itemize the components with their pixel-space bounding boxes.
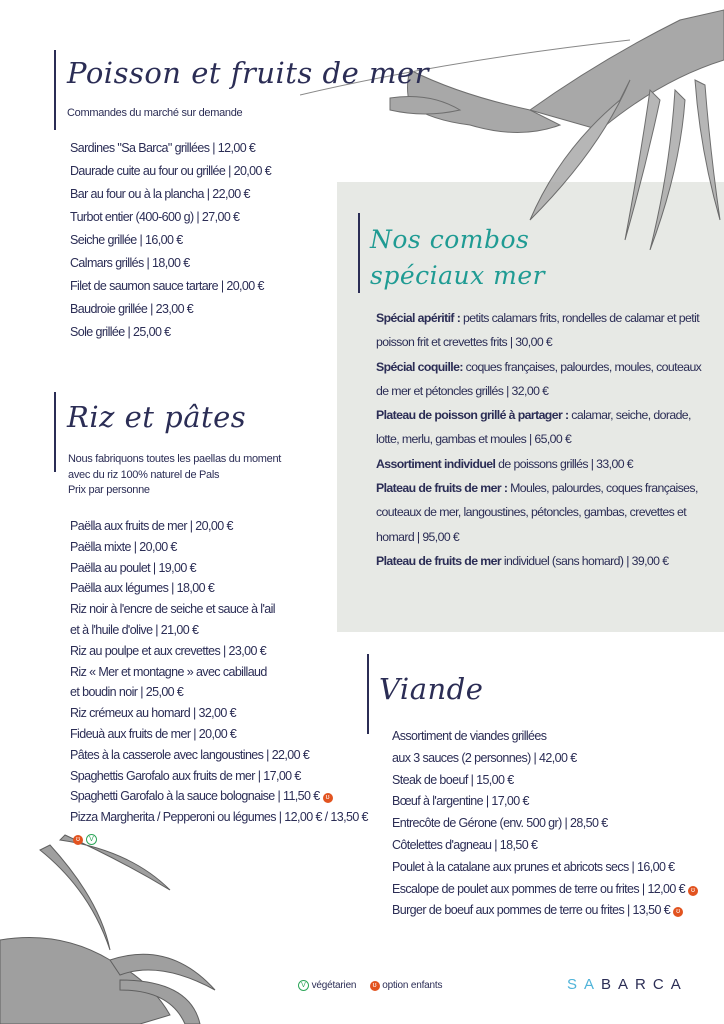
kids-option-icon: ʊ (73, 835, 83, 845)
rice-list (70, 516, 370, 849)
combo-name: Plateau de poisson grillé à partager : (376, 408, 569, 423)
menu-item: Riz « Mer et montagne » avec cabillaud (70, 664, 267, 679)
combo-desc: calamar, seiche, dorade, lotte, merlu, gambas et moules | 65,00 € (376, 408, 691, 447)
squid-illustration (0, 830, 230, 1024)
kids-option-icon: ʊ (688, 886, 698, 896)
lobster-illustration (300, 0, 724, 250)
menu-item: Riz crémeux au homard | 32,00 € (70, 706, 236, 721)
menu-item: Paëlla aux légumes | 18,00 € (70, 581, 215, 596)
menu-item: Spaghettis Garofalo aux fruits de mer | 17,00 € (70, 768, 301, 783)
rice-subtitle (68, 452, 281, 499)
menu-item: et boudin noir | 25,00 € (70, 685, 184, 700)
menu-item: Côtelettes d'agneau | 18,50 € (392, 837, 538, 852)
combos-list (376, 306, 716, 573)
combo-item (376, 549, 716, 573)
menu-item: Filet de saumon sauce tartare | 20,00 € (70, 279, 264, 293)
combo-name: Spécial coquille: (376, 359, 463, 374)
fish-title: Poisson et fruits de mer (67, 56, 429, 90)
menu-item: aux 3 sauces (2 personnes) | 42,00 € (392, 750, 577, 765)
combo-desc: coques françaises, palourdes, moules, couteaux de mer et pétoncles grillés | 32,00 € (376, 359, 702, 398)
menu-item: Entrecôte de Gérone (env. 500 gr) | 28,50 € (392, 816, 608, 831)
menu-item: Riz au poulpe et aux crevettes | 23,00 € (70, 643, 267, 658)
menu-item-text: Spaghetti Garofalo à la sauce bolognaise | 11,50 € (70, 789, 320, 804)
subtitle-line: Nous fabriquons toutes les paellas du moment (68, 453, 282, 465)
menu-item (70, 786, 370, 807)
menu-item-text: Burger de boeuf aux pommes de terre ou frites | 13,50 € (392, 903, 671, 918)
subtitle-line: avec du riz 100% naturel de Pals (68, 468, 220, 481)
menu-item: Calmars grillés | 18,00 € (70, 256, 190, 270)
combo-desc: Moules, palourdes, coques françaises, couteaux de mer, langoustines, pétoncles, gambas, crevettes et homard | 95,00 € (376, 481, 698, 544)
section-divider (54, 392, 56, 472)
brand-part: BARCA (601, 976, 688, 993)
legend (295, 980, 442, 991)
menu-item (70, 807, 370, 849)
menu-item: Assortiment de viandes grillées (392, 729, 547, 743)
kids-option-icon: ʊ (323, 793, 333, 803)
combo-item (376, 476, 716, 549)
kids-option-icon: ʊ (370, 981, 380, 991)
menu-item: Bœuf à l'argentine | 17,00 € (392, 794, 529, 809)
combo-desc: petits calamars frits, rondelles de calamar et petit poisson frit et crevettes frits | 30,00 € (376, 311, 700, 350)
legend-veg-label: végétarien (311, 980, 357, 991)
kids-option-icon: ʊ (673, 907, 683, 917)
menu-item: Pâtes à la casserole avec langoustines | 22,00 € (70, 747, 310, 762)
vegetarian-icon: V (86, 834, 97, 845)
menu-item-text: Pizza Margherita / Pepperoni ou légumes | 12,00 € / 13,50 € (70, 810, 368, 825)
vegetarian-icon: V (298, 980, 309, 991)
combo-name: Plateau de fruits de mer (376, 553, 502, 568)
subtitle-line: Prix par personne (68, 484, 150, 496)
combos-title (370, 222, 545, 294)
combo-name: Plateau de fruits de mer : (376, 481, 508, 496)
brand-part: SA (567, 976, 602, 993)
legend-kids-label: option enfants (382, 980, 443, 991)
meat-list (392, 726, 718, 922)
menu-item: Paëlla au poulet | 19,00 € (70, 560, 196, 575)
meat-title: Viande (379, 672, 484, 706)
combos-title-line: Nos combos (370, 225, 530, 254)
combo-name: Assortiment individuel (376, 456, 496, 471)
combo-item (376, 452, 716, 476)
menu-item: Steak de boeuf | 15,00 € (392, 772, 514, 787)
combo-desc: de poissons grillés | 33,00 € (495, 456, 633, 471)
menu-item: Seiche grillée | 16,00 € (70, 233, 183, 247)
menu-item-text: Escalope de poulet aux pommes de terre ou frites | 12,00 € (392, 881, 685, 896)
combo-desc: individuel (sans homard) | 39,00 € (501, 553, 669, 568)
menu-item: Paëlla aux fruits de mer | 20,00 € (70, 519, 233, 533)
menu-item: Baudroie grillée | 23,00 € (70, 302, 194, 316)
rice-title: Riz et pâtes (67, 400, 247, 434)
section-divider (358, 213, 360, 293)
section-divider (367, 654, 369, 734)
combo-name: Spécial apéritif : (376, 311, 461, 325)
combo-item (376, 355, 716, 404)
fish-subtitle: Commandes du marché sur demande (67, 107, 243, 119)
menu-item: Bar au four ou à la plancha | 22,00 € (70, 187, 250, 201)
menu-item: Turbot entier (400-600 g) | 27,00 € (70, 210, 240, 224)
menu-item: Sardines "Sa Barca" grillées | 12,00 € (70, 141, 256, 155)
fish-list (70, 137, 271, 344)
menu-item: Riz noir à l'encre de seiche et sauce à l'ail (70, 602, 275, 617)
brand-logo (567, 976, 688, 993)
menu-item: Poulet à la catalane aux prunes et abricots secs | 16,00 € (392, 859, 675, 874)
combo-item (376, 403, 716, 452)
menu-item (392, 879, 718, 901)
menu-item: Paëlla mixte | 20,00 € (70, 539, 177, 554)
menu-item: Sole grillée | 25,00 € (70, 325, 171, 339)
combos-title-line: spéciaux mer (370, 261, 546, 290)
menu-item: Fideuà aux fruits de mer | 20,00 € (70, 726, 237, 741)
section-divider (54, 50, 56, 130)
combo-item (376, 306, 716, 355)
menu-item: et à l'huile d'olive | 21,00 € (70, 622, 199, 637)
menu-item: Daurade cuite au four ou grillée | 20,00 € (70, 164, 272, 178)
menu-item (392, 900, 718, 922)
